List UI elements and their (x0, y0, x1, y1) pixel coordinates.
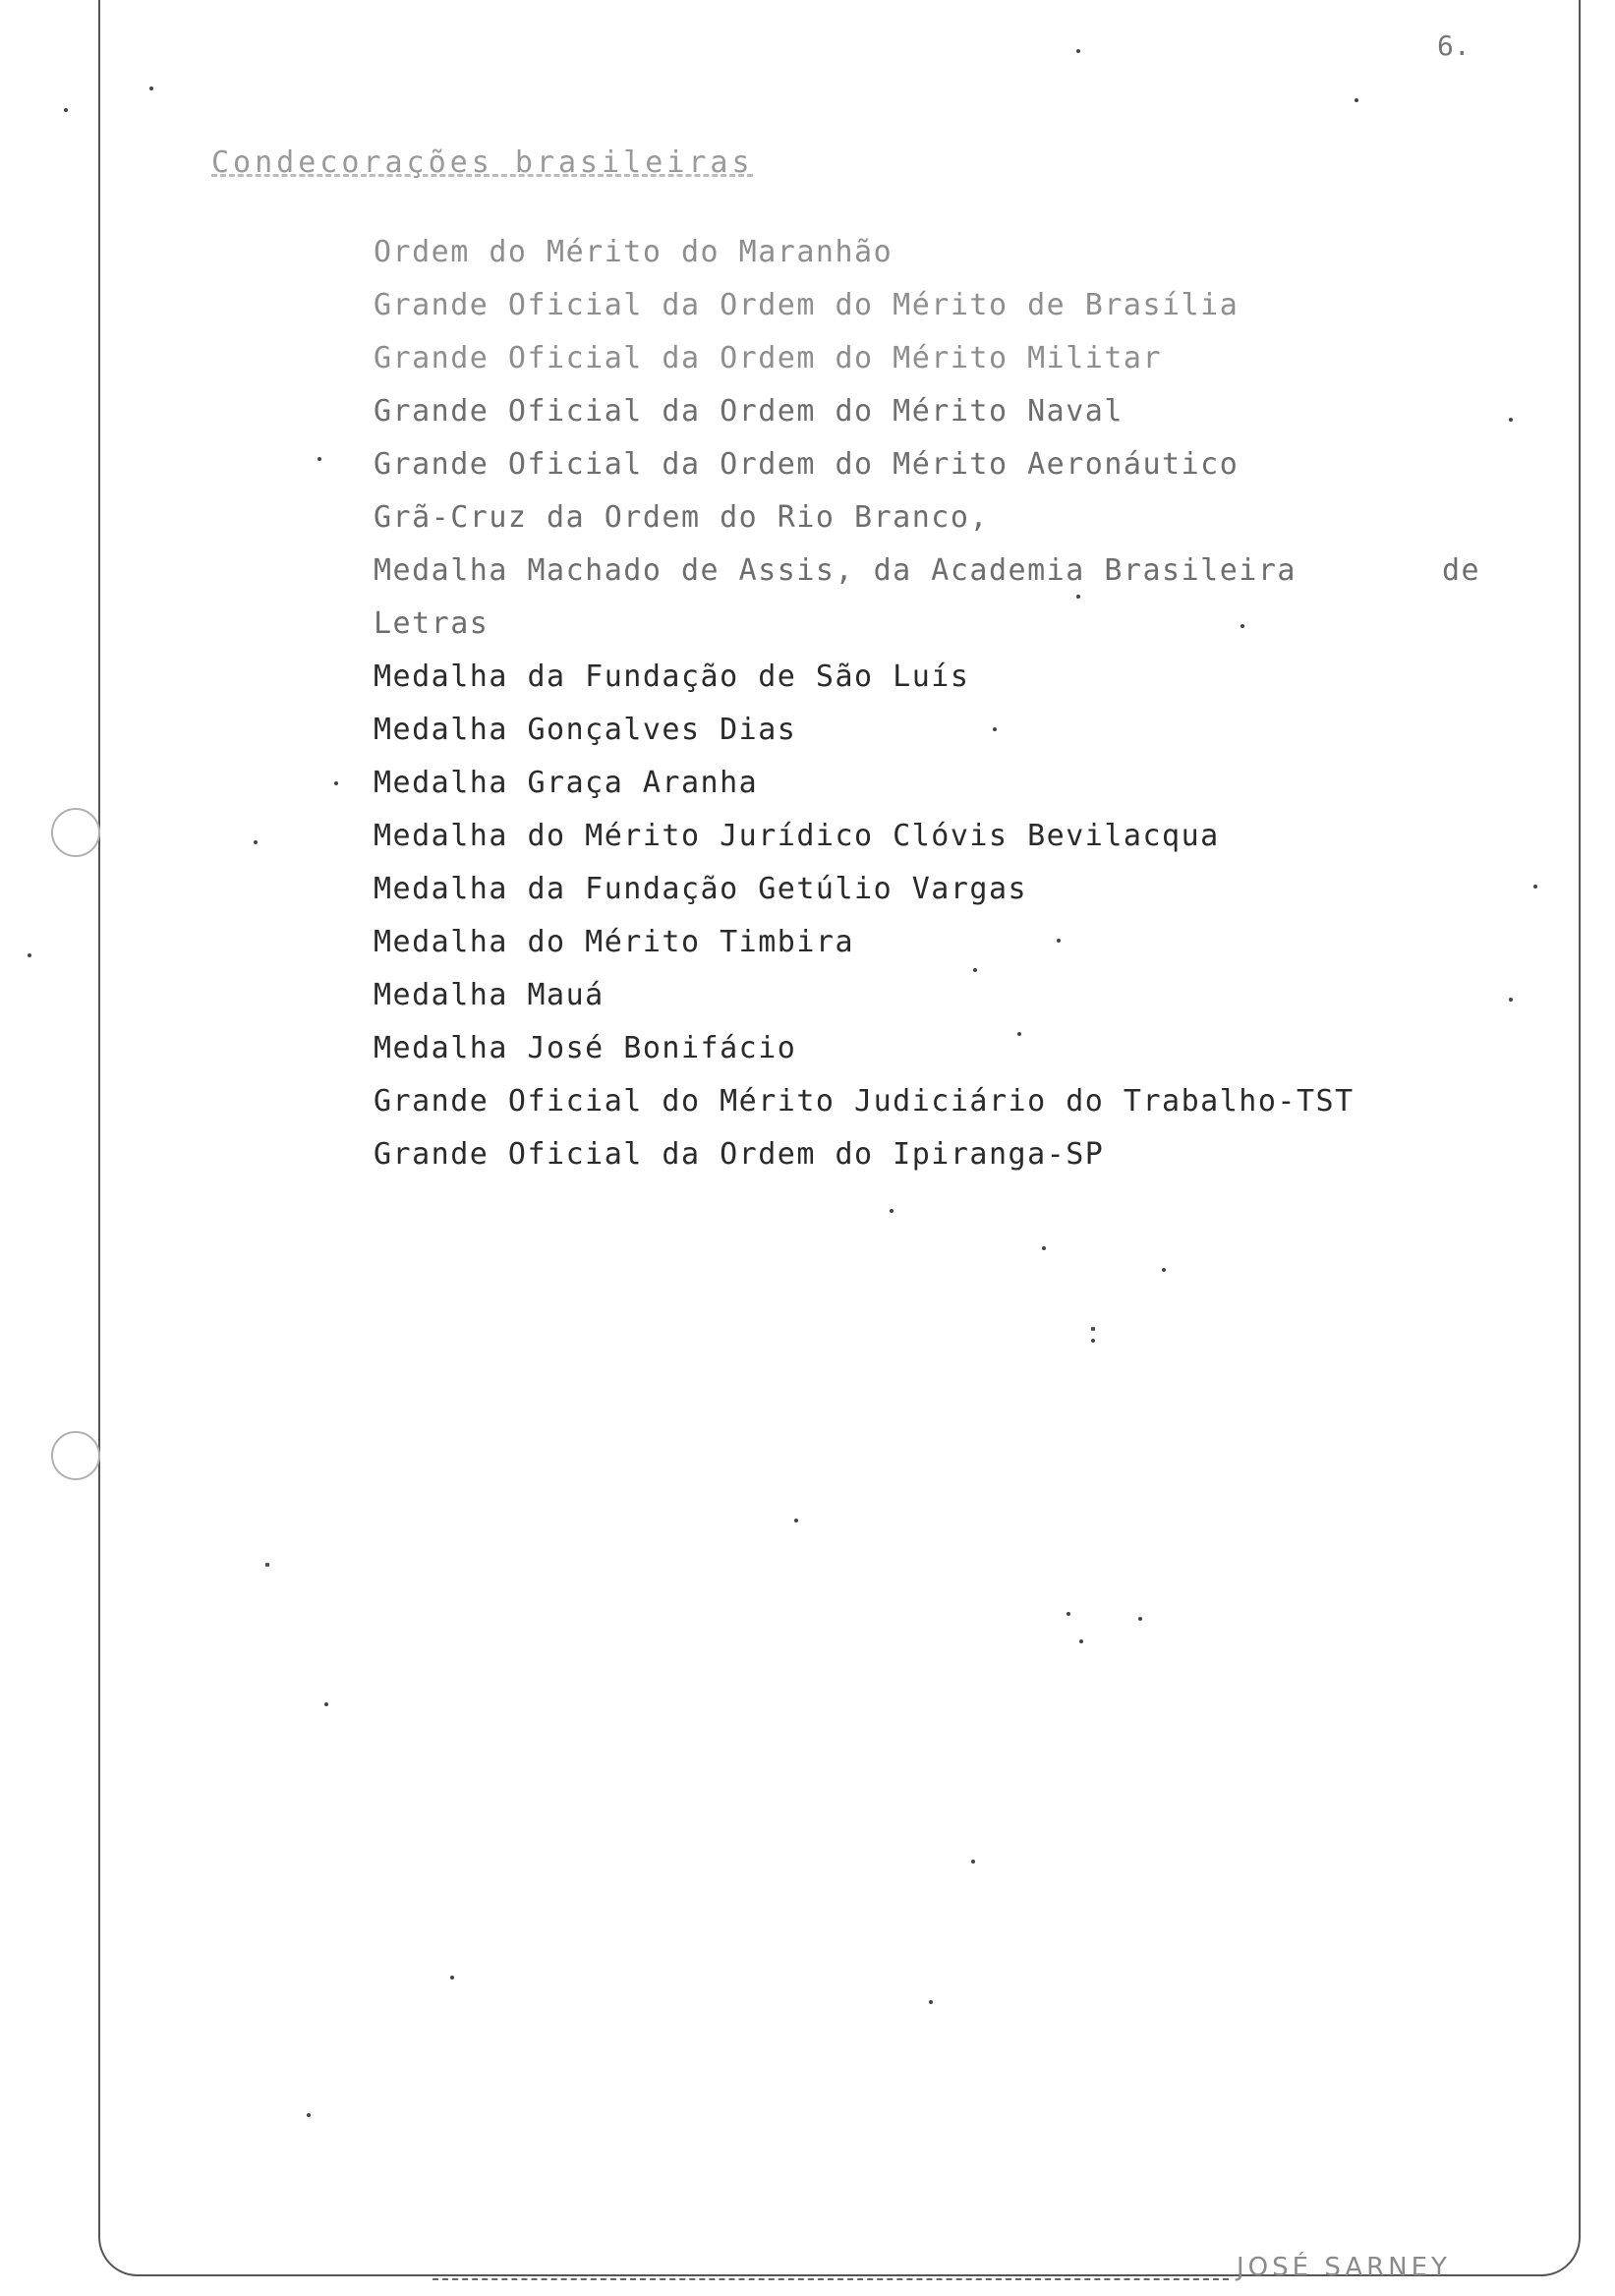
scan-speck (450, 1976, 454, 1980)
scan-speck (1091, 1327, 1095, 1331)
decorations-list (374, 226, 1494, 1181)
scan-speck (794, 1519, 798, 1522)
punch-hole-top (51, 808, 100, 857)
scan-speck (1240, 624, 1244, 628)
footer-rule (433, 2278, 1229, 2280)
list-item: Medalha do Mérito Timbira (374, 925, 855, 959)
scan-speck (1509, 418, 1513, 422)
list-item: Ordem do Mérito do Maranhão (374, 235, 894, 269)
list-item: Grande Oficial da Ordem do Ipiranga-SP (374, 1137, 1105, 1172)
scan-speck (334, 781, 338, 785)
list-item: Grande Oficial do Mérito Judiciário do Trabalho-TST (374, 1084, 1355, 1119)
scan-speck (1091, 1339, 1095, 1343)
scan-speck (1509, 998, 1513, 1002)
list-item: Medalha Gonçalves Dias (374, 713, 797, 747)
list-item: Grã-Cruz da Ordem do Rio Branco, (374, 500, 989, 535)
footer-signature: JOSÉ SARNEY (1237, 2253, 1451, 2282)
scan-speck (1076, 595, 1080, 599)
scan-speck (1533, 885, 1537, 889)
scan-speck (324, 1702, 328, 1706)
list-item: Medalha do Mérito Jurídico Clóvis Bevilacqua (374, 819, 1220, 853)
scan-speck (973, 968, 977, 972)
list-item-trailing-word: de (1442, 553, 1481, 588)
page-number: 6. (1437, 29, 1471, 62)
scan-speck (1076, 49, 1080, 53)
scan-speck (265, 1563, 269, 1567)
scan-speck (971, 1860, 975, 1864)
scan-speck (307, 2113, 311, 2117)
section-heading: Condecorações brasileiras (211, 145, 754, 180)
list-item: Medalha Graça Aranha (374, 766, 759, 800)
list-item: Grande Oficial da Ordem do Mérito de Brasília (374, 288, 1240, 322)
scan-speck (317, 457, 321, 461)
scan-speck (149, 86, 153, 90)
list-item: Letras (374, 606, 490, 641)
list-item (374, 545, 1494, 598)
scan-speck (890, 1209, 894, 1213)
scan-speck (64, 108, 68, 112)
scan-speck (1162, 1268, 1166, 1272)
scan-speck (1042, 1246, 1046, 1250)
scan-speck (993, 727, 997, 731)
list-item: Medalha Mauá (374, 978, 605, 1012)
list-item: Medalha José Bonifácio (374, 1031, 797, 1065)
list-item: Grande Oficial da Ordem do Mérito Naval (374, 394, 1124, 429)
scan-speck (1057, 939, 1061, 943)
list-item-text: Medalha Machado de Assis, da Academia Brasileira (374, 553, 1297, 588)
scan-speck (1355, 98, 1358, 102)
scan-speck (1079, 1639, 1083, 1643)
list-item: Grande Oficial da Ordem do Mérito Aeronáutico (374, 447, 1240, 482)
scan-speck (1138, 1617, 1142, 1621)
scan-speck (1017, 1032, 1021, 1036)
scan-speck (1067, 1612, 1070, 1616)
punch-hole-bottom (51, 1431, 100, 1480)
list-item: Medalha da Fundação de São Luís (374, 660, 970, 694)
scan-speck (929, 2000, 933, 2004)
scan-speck (28, 953, 31, 957)
list-item: Medalha da Fundação Getúlio Vargas (374, 872, 1028, 906)
list-item: Grande Oficial da Ordem do Mérito Militar (374, 341, 1163, 375)
scan-speck (254, 840, 258, 844)
